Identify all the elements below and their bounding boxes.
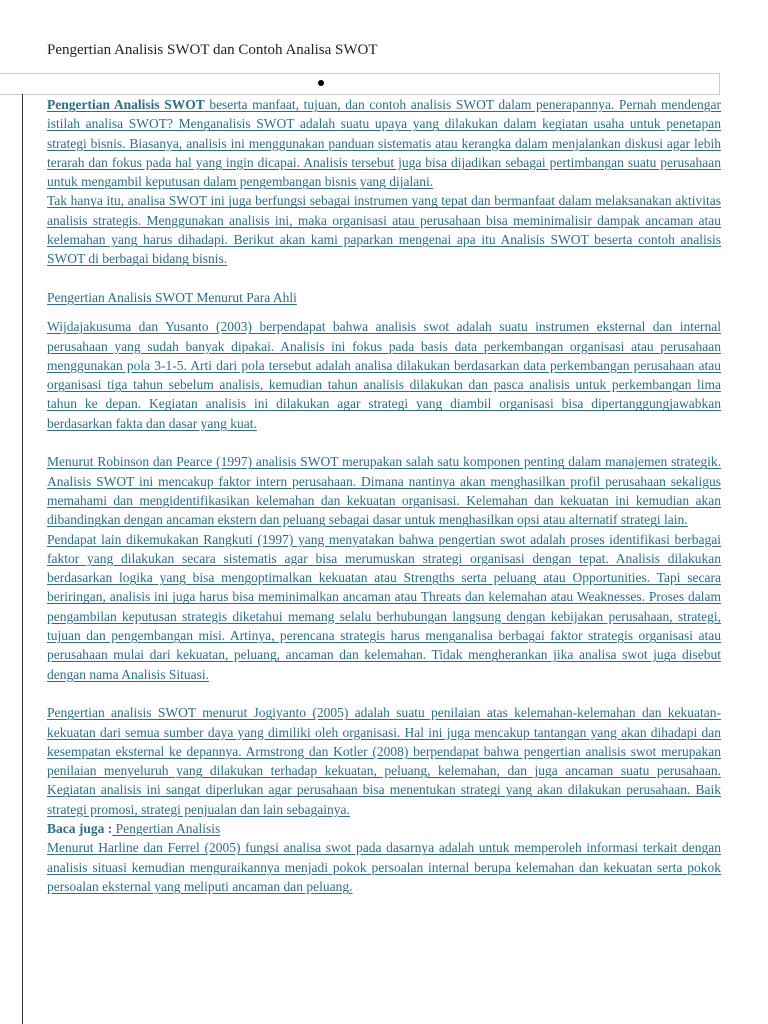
paragraph-5[interactable]: Pendapat lain dikemukakan Rangkuti (1997) yang menyatakan bahwa pengertian swot adalah proses identifikasi berbagai faktor yang dilakukan secara sistematis agar bisa merumuskan strategi organisasi dengan tepat. Analisis dilakukan berdasarkan logika yang bisa mengoptimalkan kekuatan atau Strengths serta peluang atau Opportunities. Tapi secara beriringan, analisis ini juga harus bisa meminimalkan ancaman atau Threats dan kelemahan atau Weaknesses. Proses dalam pengambilan keputusan strategis diketahui memang selalu berhubungan langsung dengan kebijakan perusahaan, strategi, tujuan dan pengembangan misi. Artinya, perencana strategis harus menganalisa berbagai faktor strategis organisasi atau perusahaan mulai dari kekuatan, peluang, ancaman dan kelemahan. Tidak mengherankan jika analisa swot juga disebut dengan nama Analisis Situasi. <box>47 531 721 682</box>
paragraph-6[interactable]: Pengertian analisis SWOT menurut Jogiyanto (2005) adalah suatu penilaian atas kelemahan-kelemahan dan kekuatan-kekuatan dari semua sumber daya yang dimiliki oleh organisasi. Hal ini juga mencakup tantangan yang akan dihadapi dan kesempatan eksternal ke depannya. Armstrong dan Kotler (2008) berpendapat bahwa pengertian analisis swot merupakan penilaian menyeluruh yang dilakukan terhadap kekuatan, peluang, kelemahan, dan juga ancaman suatu perusahaan. Kegiatan analisis ini sangat diperlukan agar perusahaan bisa menentukan strategi yang akan dilakukan perusahaan. Baik strategi promosi, strategi penjualan dan lain sebagainya. <box>47 705 721 817</box>
see-also-label: Baca juga : <box>47 820 113 836</box>
left-margin-rule <box>22 94 23 1024</box>
paragraph-4[interactable]: Menurut Robinson dan Pearce (1997) analisis SWOT merupakan salah satu komponen penting dalam manajemen strategik. Analisis SWOT ini mencakup faktor intern perusahaan. Dimana nantinya akan menghasilkan profil perusahaan sekaligus memahami dan mengidentifikasikan kelemahan dan kekuatan organisasi. Kelemahan dan kekuatan ini kemudian akan dibandingkan dengan ancaman ekstern dan peluang sebagai dasar untuk menghasilkan opsi atau alternatif strategi lain. <box>47 454 721 528</box>
bullet-icon <box>318 80 324 86</box>
paragraph-2[interactable]: Tak hanya itu, analisa SWOT ini juga berfungsi sebagai instrumen yang tepat dan bermanfaat dalam melaksanakan aktivitas analisis strategis. Menggunakan analisis ini, maka organisasi atau perusahaan bisa meminimalisir dampak ancaman atau kelemahan yang harus dihadapi. Berikut akan kami paparkan mengenai apa itu Analisis SWOT beserta contoh analisis SWOT di berbagai bidang bisnis. <box>47 193 721 267</box>
paragraph-3[interactable]: Wijdajakusuma dan Yusanto (2003) berpendapat bahwa analisis swot adalah suatu instrumen eksternal dan internal perusahaan yang sudah banyak dipakai. Analisis ini fokus pada basis data perkembangan organisasi atau perusahaan menggunakan pola 3-1-5. Arti dari pola tersebut adalah analisa dilakukan berdasarkan data perkembangan perusahaan atau organisasi tiga tahun sebelum analisis, kemudian tahun analisis dilakukan dan pasca analisis untuk perkembangan lima tahun ke depan. Kegiatan analisis ini dilakukan agar strategi yang diambil organisasi bisa dipertanggungjawabkan berdasarkan fakta dan dasar yang kuat. <box>47 319 721 431</box>
intro-text: beserta manfaat, tujuan, dan contoh analisis SWOT dalam penerapannya. Pernah mendengar istilah analisa SWOT? Menganalisis SWOT adalah suatu upaya yang dilakukan dalam kegiatan usaha untuk penetapan strategi bisnis. Biasanya, analisis ini menggunakan panduan sistematis atau kerangka dalam menjalankan diskusi agar lebih terarah dan fokus pada hal yang ingin dicapai. Analisis tersebut juga bisa dijadikan sebagai pertimbangan suatu perusahaan untuk mengambil keputusan dalam pengembangan bisnis yang dijalani. <box>47 97 721 190</box>
article-body <box>47 95 721 896</box>
section-subheading[interactable]: Pengertian Analisis SWOT Menurut Para Ahli <box>47 289 297 305</box>
see-also-link[interactable]: Pengertian Analisis <box>112 820 221 836</box>
page-navigation-bar <box>0 73 720 95</box>
intro-paragraph[interactable] <box>47 95 721 191</box>
intro-lead-link[interactable]: Pengertian Analisis SWOT <box>47 97 205 112</box>
document-title: Pengertian Analisis SWOT dan Contoh Analisa SWOT <box>47 42 378 58</box>
see-also-line <box>47 819 721 838</box>
paragraph-7[interactable]: Menurut Harline dan Ferrel (2005) fungsi analisa swot pada dasarnya adalah untuk memperoleh informasi terkait dengan analisis situasi kemudian menguraikannya menjadi pokok persoalan internal berupa kelemahan dan kekuatan serta pokok persoalan eksternal yang meliputi ancaman dan peluang. <box>47 840 721 894</box>
